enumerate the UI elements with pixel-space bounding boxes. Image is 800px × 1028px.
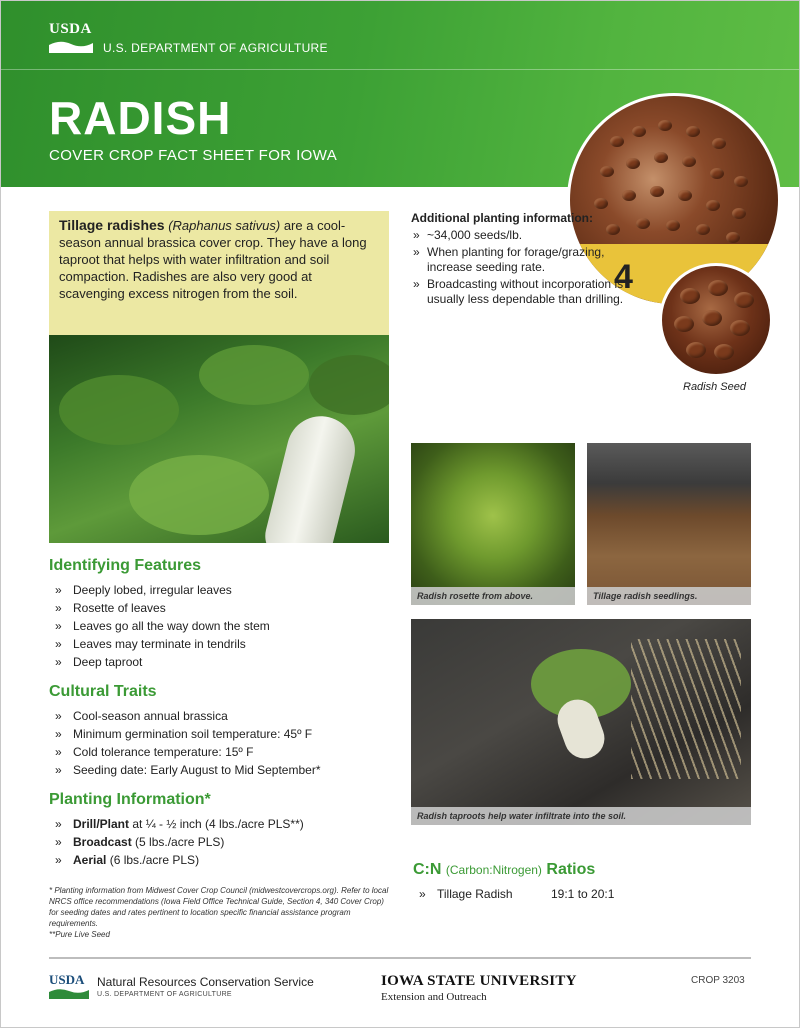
list-item: » ~34,000 seeds/lb. [411, 228, 651, 243]
list-item: » Cold tolerance temperature: 15º F [53, 743, 320, 761]
nrcs-name: Natural Resources Conservation Service [97, 975, 314, 989]
identifying-features-list [53, 581, 270, 671]
additional-planting-heading: Additional planting information: [411, 211, 593, 225]
usda-wave-icon [49, 987, 89, 999]
list-item: » Leaves may terminate in tendrils [53, 635, 270, 653]
radish-plant-photo [49, 335, 389, 543]
rosette-caption: Radish rosette from above. [411, 587, 575, 605]
cultural-traits-list [53, 707, 320, 779]
cn-ratio-label: » Tillage Radish [417, 887, 567, 901]
additional-planting-info [411, 211, 651, 309]
list-item: » Seeding date: Early August to Mid September* [53, 761, 320, 779]
cn-ratio-value: 19:1 to 20:1 [551, 887, 615, 901]
seedling-caption: Tillage radish seedlings. [587, 587, 751, 605]
usda-wave-icon [49, 39, 93, 53]
intro-italic: (Raphanus sativus) [168, 218, 281, 233]
list-item: » Drill/Plant at ¼ - ½ inch (4 lbs./acre PLS**) [53, 815, 304, 833]
footer-usda-logo: USDA [49, 971, 89, 1001]
list-item: » Broadcast (5 lbs./acre PLS) [53, 833, 304, 851]
usda-logo-text: USDA [49, 21, 92, 37]
intro-box [49, 211, 389, 335]
page-title: RADISH [49, 92, 232, 144]
intro-bold: Tillage radishes [59, 217, 165, 233]
list-item: » Aerial (6 lbs./acre PLS) [53, 851, 304, 869]
cn-ratios-heading: C:N (Carbon:Nitrogen) Ratios [413, 861, 596, 878]
usda-logo [49, 21, 93, 55]
radish-seed-closeup [659, 263, 773, 377]
cultural-traits-heading: Cultural Traits [49, 683, 157, 700]
intro-text: are a cool-season annual brassica cover crop. They have a long taproot that helps with water infiltration and soil compaction. Radishes are also very good at scavenging excess nitrogen from the soil. [59, 218, 367, 301]
isu-subtitle: Extension and Outreach [381, 991, 487, 1003]
page-subtitle: COVER CROP FACT SHEET FOR IOWA [49, 147, 338, 164]
header-divider [1, 69, 799, 70]
seed-caption: Radish Seed [683, 381, 746, 393]
planting-info-heading: Planting Information* [49, 791, 211, 808]
taproot-photo [411, 619, 751, 825]
department-name: U.S. DEPARTMENT OF AGRICULTURE [103, 41, 328, 55]
seedling-photo [587, 443, 751, 605]
identifying-features-heading: Identifying Features [49, 557, 202, 574]
isu-logo-text: IOWA STATE UNIVERSITY [381, 973, 577, 989]
list-item: » Deeply lobed, irregular leaves [53, 581, 270, 599]
list-item: » Cool-season annual brassica [53, 707, 320, 725]
taproot-caption: Radish taproots help water infiltrate into the soil. [411, 807, 751, 825]
list-item: » Broadcasting without incorporation is usually less dependable than drilling. [411, 277, 651, 307]
planting-info-list [53, 815, 304, 869]
ruler-number: 4 [614, 258, 633, 296]
list-item: » Deep taproot [53, 653, 270, 671]
list-item: » When planting for forage/grazing, increase seeding rate. [411, 245, 651, 275]
nrcs-subtitle: U.S. DEPARTMENT OF AGRICULTURE [97, 991, 232, 998]
list-item: » Minimum germination soil temperature: 45º F [53, 725, 320, 743]
list-item: » Leaves go all the way down the stem [53, 617, 270, 635]
footnote: * Planting information from Midwest Cover Crop Council (midwestcovercrops.org). Refer to local NRCS office recommendations (Iowa Field Office Technical Guide, Section 4, 340 Cover Crop) for seeding dates and rates pertinent to location specific financial assistance program requirements. **Pure Live Seed [49, 886, 389, 939]
footer-divider [49, 957, 751, 959]
document-code: CROP 3203 [691, 975, 745, 986]
list-item: » Rosette of leaves [53, 599, 270, 617]
rosette-photo [411, 443, 575, 605]
